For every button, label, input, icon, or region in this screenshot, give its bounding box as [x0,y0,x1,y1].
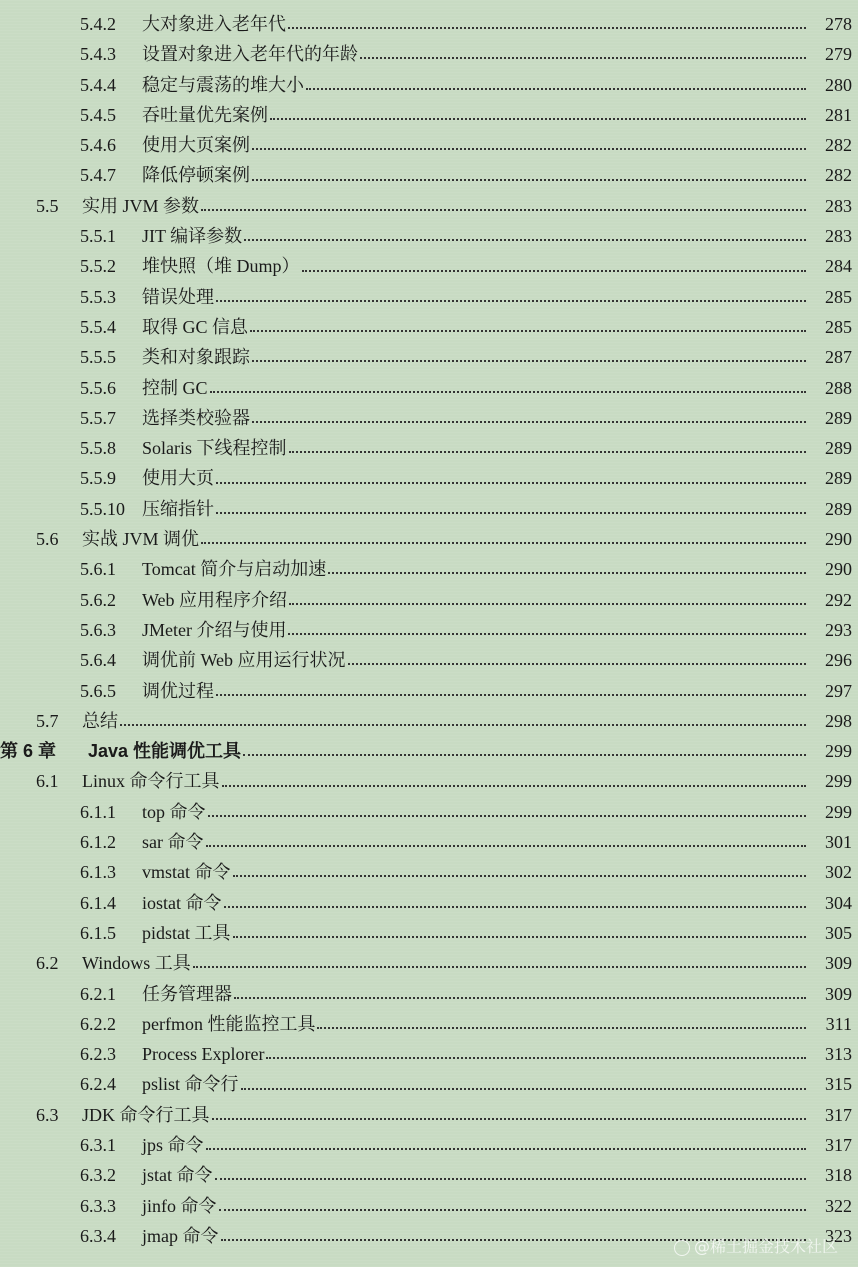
dot-leader [219,1209,807,1211]
toc-entry-number: 5.4.6 [80,135,116,156]
toc-entry-page: 285 [825,316,852,337]
toc-entry-title: Solaris 下线程控制 [142,438,287,459]
toc-entry-title: 大对象进入老年代 [142,14,286,34]
dot-leader [208,815,806,817]
toc-entry-title: sar 命令 [142,832,204,853]
dot-leader [243,754,806,756]
toc-entry [0,130,858,160]
toc-entry-number: 6.2 [36,953,59,974]
toc-entry-page: 289 [825,468,852,489]
toc-entry-title: 堆快照（堆 Dump） [142,256,300,277]
toc-entry-page: 284 [825,256,852,277]
toc-entry-page: 309 [825,953,852,974]
toc-entry [0,1191,858,1221]
toc-entry-number: 5.5.1 [80,226,116,247]
toc-entry [0,524,858,554]
toc-entry [0,494,858,524]
toc-entry-page: 309 [825,983,852,1004]
toc-entry [0,706,858,736]
toc-entry [0,221,858,251]
toc-entry-number: 6.2.1 [80,983,116,1004]
toc-entry [0,615,858,645]
dot-leader [360,57,806,59]
dot-leader [244,239,806,241]
toc-entry-number: 5.5.9 [80,468,116,489]
toc-entry-number: 5.4.7 [80,165,116,186]
toc-entry-page: 293 [825,619,852,640]
dot-leader [288,633,806,635]
toc-entry-title: jinfo 命令 [142,1195,217,1216]
toc-entry [0,70,858,100]
toc-entry-title: 调优前 Web 应用运行状况 [142,650,346,671]
toc-entry [0,1130,858,1160]
toc-entry-number: 5.5.7 [80,407,116,428]
toc-entry-number: 5.5.2 [80,256,116,277]
toc-entry [0,282,858,312]
toc-entry-number: 6.3.2 [80,1165,116,1186]
toc-entry-title: jmap 命令 [142,1225,219,1246]
toc-entry-title: 任务管理器 [142,983,232,1004]
dot-leader [348,663,806,665]
toc-entry [0,797,858,827]
toc-entry [0,676,858,706]
toc-entry-page: 313 [825,1044,852,1065]
toc-entry-title: Tomcat 简介与启动加速 [142,559,327,580]
toc-entry-page: 280 [825,74,852,95]
toc-entry-page: 297 [825,680,852,701]
toc-entry-title: 调优过程 [142,680,214,701]
dot-leader [216,300,806,302]
toc-entry-page: 289 [825,438,852,459]
toc-entry-number: 6.1.3 [80,862,116,883]
toc-entry-page: 323 [825,1225,852,1246]
toc-entry-title: pslist 命令行 [142,1074,239,1095]
toc-entry-title: 总结 [82,710,118,731]
dot-leader [289,451,806,453]
toc-entry [0,463,858,493]
toc-entry-page: 287 [825,347,852,368]
toc-entry [0,857,858,887]
dot-leader [241,1088,806,1090]
toc-entry-number: 5.6 [36,529,59,550]
toc-entry-page: 283 [825,195,852,216]
toc-entry [0,373,858,403]
toc-entry [0,766,858,796]
toc-entry-title: 选择类校验器 [142,407,250,428]
dot-leader [266,1057,806,1059]
toc-entry [0,191,858,221]
toc-entry-page: 298 [825,710,852,731]
toc-entry-title: Java 性能调优工具 [88,741,242,762]
toc-entry-number: 5.6.2 [80,589,116,610]
toc-entry-title: jstat 命令 [142,1165,213,1186]
toc-entry-title: 类和对象跟踪 [142,347,250,368]
dot-leader [216,482,806,484]
toc-entry-title: 压缩指针 [142,498,214,519]
toc-entry-title: 稳定与震荡的堆大小 [142,74,304,95]
dot-leader [252,421,806,423]
toc-entry-number: 5.6.1 [80,559,116,580]
toc-entry-number: 6.3.4 [80,1225,116,1246]
dot-leader [252,179,806,181]
watermark [674,1234,838,1257]
toc-entry-number: 5.5.6 [80,377,116,398]
toc-entry-number: 6.1.4 [80,892,116,913]
toc-entry-title: 降低停顿案例 [142,165,250,186]
toc-entry-page: 289 [825,407,852,428]
toc-entry-title: Linux 命令行工具 [82,771,220,792]
toc-entry [0,100,858,130]
dot-leader [288,27,806,29]
toc-entry-title: jps 命令 [142,1134,204,1155]
toc-entry [0,948,858,978]
toc-entry [0,645,858,675]
toc-entry-page: 317 [825,1104,852,1125]
dot-leader [234,997,806,999]
toc-entry-title: 使用大页案例 [142,135,250,156]
toc-entry-number: 5.5.3 [80,286,116,307]
toc-entry-page: 296 [825,650,852,671]
toc-entry-title: 实战 JVM 调优 [82,529,200,550]
toc-entry [0,403,858,433]
toc-entry-number: 5.4.4 [80,74,116,95]
dot-leader [289,603,806,605]
toc-entry-page: 315 [825,1074,852,1095]
toc-entry-title: Windows 工具 [82,953,191,974]
toc-entry-page: 299 [825,801,852,822]
toc-entry-page: 311 [825,1013,852,1034]
toc-entry-page: 305 [825,922,852,943]
toc-entry [0,251,858,281]
toc-entry-title: perfmon 性能监控工具 [142,1013,316,1034]
toc-entry-page: 301 [825,832,852,853]
toc-entry-title: 设置对象进入老年代的年龄 [142,44,358,65]
toc-entry-title: pidstat 工具 [142,922,231,943]
toc-entry-page: 299 [825,771,852,792]
toc-entry-number: 6.3 [36,1104,59,1125]
dot-leader [302,270,807,272]
toc-entry-number: 5.4.2 [80,14,116,34]
toc-entry-number: 6.3.1 [80,1134,116,1155]
toc-entry [0,1039,858,1069]
toc-entry-page: 290 [825,559,852,580]
dot-leader [233,936,807,938]
toc-entry-number: 5.6.5 [80,680,116,701]
toc-entry-page: 279 [825,44,852,65]
toc-entry [0,1100,858,1130]
toc-entry-title: JDK 命令行工具 [82,1104,210,1125]
toc-entry-page: 285 [825,286,852,307]
toc-entry-title: Web 应用程序介绍 [142,589,288,610]
toc-entry-page: 281 [825,104,852,125]
toc-entry-number: 6.2.4 [80,1074,116,1095]
toc-entry-title: iostat 命令 [142,892,222,913]
toc-entry-number: 6.2.2 [80,1013,116,1034]
toc-entry-title: 错误处理 [142,286,214,307]
juejin-logo-icon [674,1240,690,1256]
dot-leader [222,785,807,787]
watermark-text: @稀土掘金技术社区 [693,1237,838,1256]
toc-entry-number: 5.5.8 [80,438,116,459]
toc-entry-number: 6.3.3 [80,1195,116,1216]
toc-entry-page: 290 [825,529,852,550]
toc-entry [0,342,858,372]
toc-entry-page: 302 [825,862,852,883]
toc-entry [0,1069,858,1099]
toc-entry-number: 第 6 章 [0,741,57,762]
toc-entry [0,433,858,463]
toc-entry-page: 304 [825,892,852,913]
toc-entry-page: 322 [825,1195,852,1216]
dot-leader [212,1118,806,1120]
toc-entry-page: 282 [825,165,852,186]
dot-leader [216,694,806,696]
dot-leader [252,360,806,362]
dot-leader [210,391,806,393]
toc-entry-number: 6.2.3 [80,1044,116,1065]
toc-entry [0,39,858,69]
toc-entry-title: 吞吐量优先案例 [142,104,268,125]
toc-entry-page: 289 [825,498,852,519]
toc-entry-number: 5.7 [36,710,59,731]
toc-entry-page: 278 [825,14,852,34]
toc-entry [0,1009,858,1039]
toc-entry [0,888,858,918]
toc-entry-page: 317 [825,1134,852,1155]
dot-leader [224,906,807,908]
toc-entry-number: 5.5.10 [80,498,125,519]
toc-entry [0,312,858,342]
toc-entry-number: 5.5 [36,195,59,216]
toc-entry-title: 实用 JVM 参数 [82,195,200,216]
toc-entry-number: 5.6.4 [80,650,116,671]
dot-leader [328,572,806,574]
dot-leader [306,88,806,90]
dot-leader [216,512,806,514]
toc-entry-number: 6.1.2 [80,832,116,853]
dot-leader [120,724,806,726]
toc-entry [0,9,858,39]
toc-entry-page: 318 [825,1165,852,1186]
toc-entry-page: 283 [825,226,852,247]
toc-entry-number: 5.5.4 [80,316,116,337]
toc-entry [0,979,858,1009]
dot-leader [270,118,806,120]
dot-leader [215,1178,807,1180]
toc-entry-number: 5.6.3 [80,619,116,640]
toc-entry-number: 6.1.1 [80,801,116,822]
toc-entry [0,827,858,857]
toc-entry [0,1160,858,1190]
toc-entry-title: top 命令 [142,801,206,822]
toc-entry-title: 控制 GC [142,377,208,398]
toc-entry-title: JMeter 介绍与使用 [142,619,287,640]
toc-entry-page: 282 [825,135,852,156]
toc-entry [0,918,858,948]
toc-entry-title: Process Explorer [142,1044,265,1065]
dot-leader [206,1148,806,1150]
dot-leader [250,330,806,332]
toc-entry-title: vmstat 命令 [142,862,231,883]
toc-entry [0,585,858,615]
toc-entry-number: 6.1.5 [80,922,116,943]
toc-entry [0,736,858,766]
toc-entry-page: 292 [825,589,852,610]
toc-entry-page: 299 [825,741,852,762]
toc-entry-number: 5.4.3 [80,44,116,65]
dot-leader [201,209,806,211]
toc-entry-title: JIT 编译参数 [142,226,243,247]
table-of-contents [0,9,858,1251]
toc-entry-number: 6.1 [36,771,59,792]
toc-entry [0,554,858,584]
toc-entry [0,160,858,190]
toc-entry-number: 5.5.5 [80,347,116,368]
toc-entry-page: 288 [825,377,852,398]
toc-entry-title: 使用大页 [142,468,214,489]
dot-leader [317,1027,806,1029]
dot-leader [201,542,806,544]
dot-leader [193,966,806,968]
dot-leader [206,845,807,847]
toc-entry-title: 取得 GC 信息 [142,316,249,337]
dot-leader [252,148,806,150]
toc-entry-number: 5.4.5 [80,104,116,125]
dot-leader [233,875,807,877]
